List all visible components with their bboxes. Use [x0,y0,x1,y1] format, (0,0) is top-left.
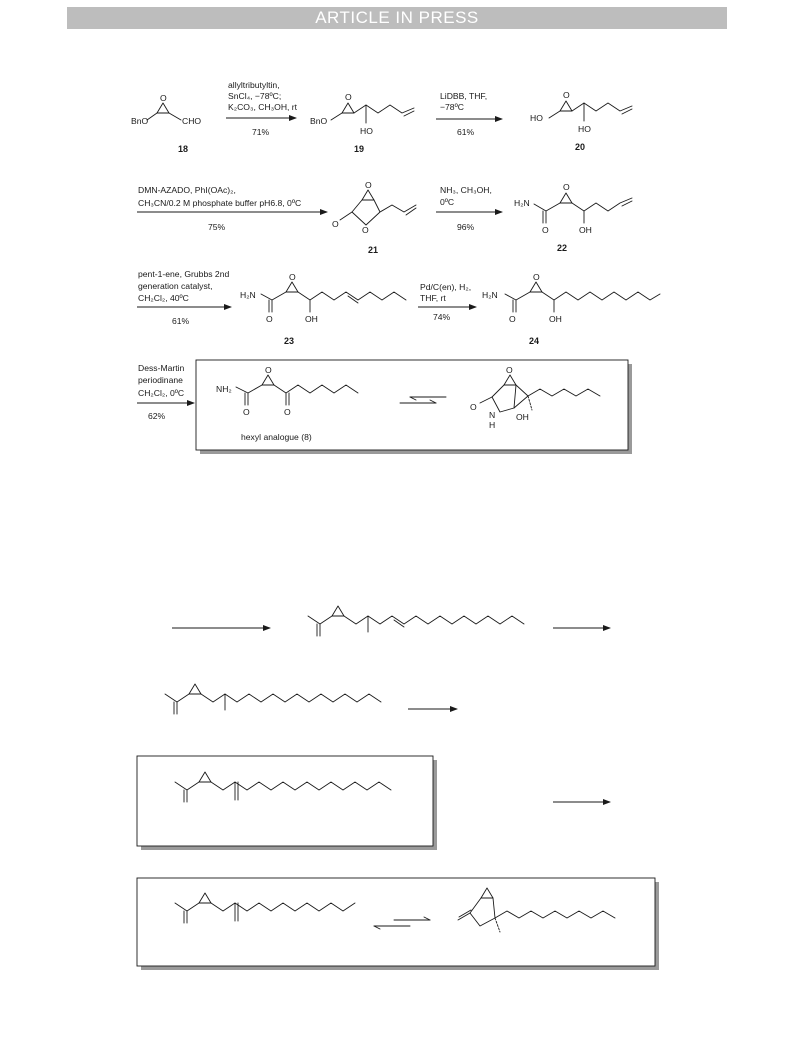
bno-label: BnO [131,116,149,126]
bno-label: BnO [310,116,328,126]
step-6-line-2: THF, rt [420,293,446,303]
hydroxyl-label: OH [549,314,562,324]
hydroxyl-label: HO [578,124,591,134]
epoxide-oxygen-label: O [160,93,167,103]
cho-label: CHO [182,116,202,126]
hydroxyl-label: OH [579,225,592,235]
epoxide-oxygen-label: O [563,90,570,100]
hydroxyl-label: OH [516,412,529,422]
epoxide-oxygen-label: O [289,272,296,282]
carbonyl-oxygen-label: O [542,225,549,235]
step-7-yield: 62% [148,411,166,421]
amine-label: NH₂ [216,384,232,394]
step-3-line-1: DMN-AZADO, PhI(OAc)₂, [138,185,236,195]
reaction-step-2 [436,91,502,137]
epoxide-oxygen-label: O [533,272,540,282]
compound-19 [310,92,414,154]
step-3-yield: 75% [208,222,226,232]
step-3-line-2: CH₃CN/0.2 M phosphate buffer pH6.8, 0ºC [138,198,302,208]
compound-21 [332,180,416,255]
epoxide-oxygen-label: O [506,365,513,375]
compound-number: 18 [178,144,189,154]
ring-oxygen-label: O [362,225,369,235]
product-box-hexyl-analogue [196,360,632,454]
reaction-step-1 [226,80,298,137]
compound-number: 20 [575,142,586,152]
step-4-yield: 96% [457,222,475,232]
amine-label: H₂N [482,290,498,300]
step-4-line-2: 0ºC [440,197,455,207]
compound-20 [530,90,632,152]
step-5-line-1: pent-1-ene, Grubbs 2nd [138,269,230,279]
epoxide-oxygen-label: O [265,365,272,375]
lactam-oxygen-label: O [470,402,477,412]
compound-24 [482,272,660,346]
step-4-line-1: NH₃, CH₃OH, [440,185,492,195]
product-caption: hexyl analogue (8) [241,432,312,442]
step-2-line-1: LiDBB, THF, [440,91,488,101]
step-5-line-3: CH₂Cl₂, 40ºC [138,293,189,303]
compound-number: 22 [557,243,568,253]
compound-18 [131,93,201,154]
article-in-press-banner: ARTICLE IN PRESS [67,7,727,29]
lower-scheme-row-1 [172,606,610,636]
nitrogen-hydrogen-label: H [489,420,496,430]
step-1-yield: 71% [252,127,270,137]
carbonyl-oxygen-label: O [243,407,250,417]
step-1-line-1: allyltributyltin, [228,80,280,90]
reaction-step-3 [137,185,327,232]
epoxide-oxygen-label: O [365,180,372,190]
carbonyl-oxygen-label: O [266,314,273,324]
step-1-line-2: SnCl₄, −78ºC; [228,91,282,101]
step-5-line-2: generation catalyst, [138,281,213,291]
step-6-yield: 74% [433,312,451,322]
compound-number: 23 [284,336,295,346]
compound-number: 21 [368,245,379,255]
step-6-line-1: Pd/C(en), H₂, [420,282,472,292]
hydroxyl-label: OH [305,314,318,324]
hydroxyl-label: HO [530,113,543,123]
hydroxyl-label: HO [360,126,373,136]
compound-number: 19 [354,144,365,154]
lower-scheme-boxed-intermediate [137,756,610,850]
step-2-line-2: −78ºC [440,102,464,112]
reaction-step-7 [137,363,194,421]
lower-scheme-row-2 [165,684,457,714]
step-1-line-3: K₂CO₃, CH₃OH, rt [228,102,298,112]
compound-22 [514,182,632,253]
reaction-step-5 [137,269,231,326]
epoxide-oxygen-label: O [345,92,352,102]
amine-label: H₂N [514,198,530,208]
reaction-step-6 [418,282,476,322]
step-5-yield: 61% [172,316,190,326]
step-7-line-3: CH₂Cl₂, 0ºC [138,388,185,398]
step-7-line-2: periodinane [138,375,183,385]
epoxide-oxygen-label: O [563,182,570,192]
carbonyl-oxygen-label: O [509,314,516,324]
reaction-step-4 [436,185,502,232]
step-2-yield: 61% [457,127,475,137]
compound-23 [240,272,406,346]
compound-number: 24 [529,336,540,346]
step-7-line-1: Dess-Martin [138,363,185,373]
amine-label: H₂N [240,290,256,300]
lower-scheme-boxed-equilibrium [137,878,659,970]
nitrogen-label: N [489,410,496,420]
carbonyl-oxygen-label: O [332,219,339,229]
ketone-oxygen-label: O [284,407,291,417]
